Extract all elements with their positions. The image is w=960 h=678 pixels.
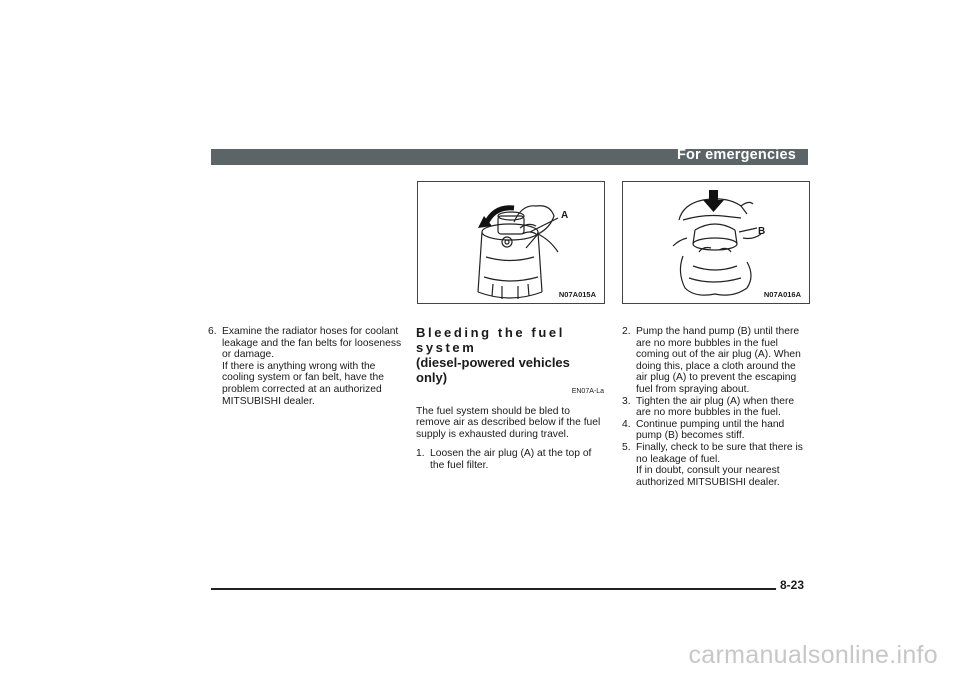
item-text: Finally, check to be sure that there is no leakage of fuel. [636,441,803,465]
column-right [622,326,810,488]
item-note: If in doubt, consult your nearest authorized MITSUBISHI dealer. [636,465,780,488]
list-item-5 [622,442,810,488]
column-middle [416,326,604,472]
figure-label-b: B [758,226,766,237]
section-code: EN07A-La [571,388,604,395]
figure-code: N07A016A [763,290,801,299]
item-number: 3. [622,395,631,407]
item-text: Tighten the air plug (A) when there are no more bubbles in the fuel. [636,395,795,419]
hand-pump-illustration [623,182,809,303]
figure-fuel-filter-air-plug [417,181,605,304]
list-item-2 [622,326,810,396]
column-left [208,326,404,407]
item-number: 4. [622,418,631,430]
item-text: Examine the radiator hoses for coolant leakage and the fan belts for looseness or damage. [222,326,402,361]
section-heading-line2: (diesel-powered vehicles only) [416,355,570,385]
fuel-filter-illustration [418,182,604,303]
section-heading-line1: Bleeding the fuel system [416,325,565,355]
list-item-4 [622,419,810,442]
item-note: If there is anything wrong with the cooling system or fan belt, have the problem corrected at an authorized MITSUBISHI dealer. [222,360,384,407]
item-number: 6. [208,326,217,337]
figure-label-a: A [561,210,569,221]
footer-rule [211,588,776,590]
list-item-6 [208,326,404,407]
watermark: carmanualsonline.info [688,641,938,669]
section-header-title: For emergencies [676,147,796,163]
figure-hand-pump [622,181,810,304]
item-number: 1. [416,448,425,460]
item-number: 5. [622,441,631,453]
item-number: 2. [622,326,631,337]
list-item-1 [416,448,604,471]
item-text: Continue pumping until the hand pump (B) becomes stiff. [636,418,785,442]
item-text: Pump the hand pump (B) until there are no more bubbles in the fuel coming out of the air plug (A). When doing this, place a cloth around the air plug (A) to prevent the escaping fuel from spraying about. [636,326,801,395]
page-number: 8-23 [780,578,805,592]
list-item-3 [622,396,810,419]
figure-code: N07A015A [558,290,596,299]
section-intro: The fuel system should be bled to remove air as described below if the fuel supply is exhausted during travel. [416,405,601,440]
section-heading [416,325,604,385]
section-header-bar [211,149,808,165]
item-text: Loosen the air plug (A) at the top of the fuel filter. [430,448,592,471]
